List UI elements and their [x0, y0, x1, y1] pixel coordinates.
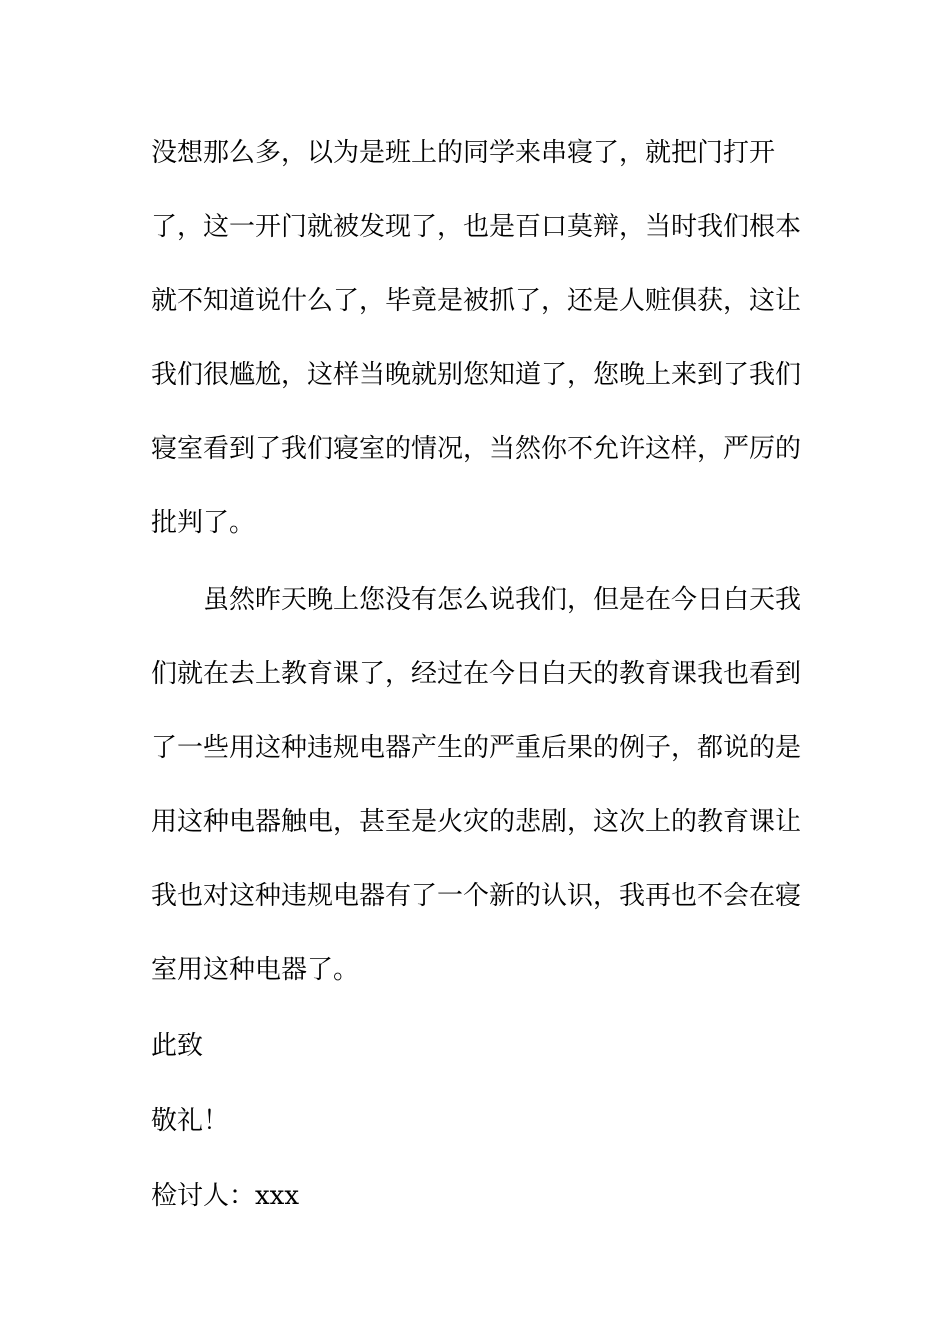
closing-text: 此致 [151, 1031, 204, 1061]
paragraph-2-line-3: 了一些用这种违规电器产生的严重后果的例子，都说的是 [151, 733, 802, 763]
paragraph-2-line-4: 用这种电器触电，甚至是火灾的悲剧，这次上的教育课让 [151, 807, 802, 837]
paragraph-1-line-6: 批判了。 [151, 508, 256, 538]
paragraph-1-line-5: 寝室看到了我们寝室的情况，当然你不允许这样，严厉的 [151, 434, 802, 464]
paragraph-2-line-6: 室用这种电器了。 [151, 955, 360, 985]
paragraph-1-line-4: 我们很尴尬，这样当晚就别您知道了，您晚上来到了我们 [151, 360, 802, 390]
paragraph-1-line-2: 了，这一开门就被发现了，也是百口莫辩，当时我们根本 [151, 212, 802, 242]
salute-text: 敬礼！ [151, 1106, 230, 1136]
paragraph-1-line-1: 没想那么多，以为是班上的同学来串寝了，就把门打开 [151, 138, 776, 168]
paragraph-2-line-1: 虽然昨天晚上您没有怎么说我们，但是在今日白天我 [203, 585, 802, 615]
signature-text: 检讨人：xxx [151, 1181, 299, 1211]
paragraph-2-line-2: 们就在去上教育课了，经过在今日白天的教育课我也看到 [151, 659, 802, 689]
paragraph-2-line-5: 我也对这种违规电器有了一个新的认识，我再也不会在寝 [151, 881, 802, 911]
paragraph-1-line-3: 就不知道说什么了，毕竟是被抓了，还是人赃俱获，这让 [151, 286, 802, 316]
